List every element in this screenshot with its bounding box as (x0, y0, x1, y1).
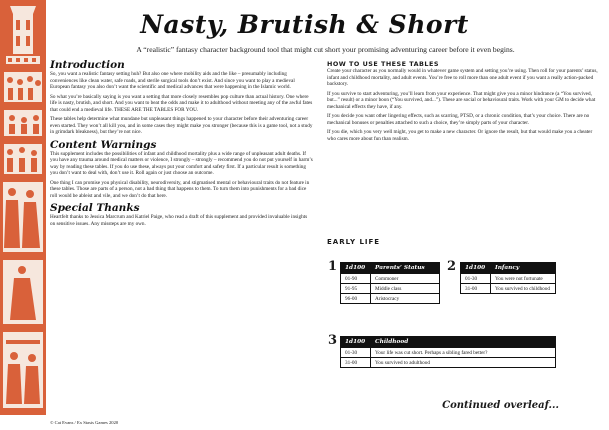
roll-result: Middle class (371, 284, 440, 294)
content-warnings-paragraph: One thing I can promise you physical disability, neurodiversity, and stigmatised mental or behavioural traits do not feature in these tables. Those are parts of a person, not a bad thing that happens to them. To turn them into punishments for a bad dice roll would be ableist and vile, and we don’t do that here. (50, 179, 310, 199)
roll-result: You survived to adulthood (371, 358, 556, 368)
table-row (341, 284, 440, 294)
table-header-row (461, 263, 556, 274)
right-column (327, 60, 599, 145)
roll-range: 01-90 (341, 274, 371, 284)
table-row (461, 284, 556, 294)
how-to-paragraph: If you die, which you very well might, you get to make a new character. Or ignore the result, but that would make you a cheater who cares more about fun than realism. (327, 129, 593, 142)
table-row (341, 294, 440, 304)
table-header-roll: 1d100 (461, 263, 491, 274)
roll-result: You survived to childhood (491, 284, 556, 294)
table-row (341, 274, 440, 284)
how-to-paragraph: If you survive to start adventuring, you’ll learn from your experience. That might give you a minor hindrance (a “You survived, but...” result) or a minor boon (“You survived, and...”). These are social or behavioural traits. Work with your GM to decide what mechanical effects they have, if any. (327, 90, 596, 110)
how-to-paragraph: If you decide you want other lingering effects, such as scarring, PTSD, or a chronic condition, that’s your choice. There are no mechanical bonuses or penalties attached to such a choice, they’re simply parts of your character. (327, 113, 590, 126)
table-header-roll: 1d100 (341, 263, 371, 274)
copyright-notice: © Cat Evans / Ex Stasis Games 2020 (50, 420, 119, 425)
roll-range: 31-00 (341, 358, 371, 368)
how-to-paragraph: Create your character as you normally would in whatever game system and setting you’re using. Then roll for your parents’ status, infant and childhood mortality, and adult events. You’re free to roll more than one adult event if you want a really action-packed backstory. (327, 68, 598, 87)
infancy-table (460, 262, 556, 294)
roll-range: 01-30 (341, 348, 371, 358)
introduction-paragraph: These tables help determine what mundane but unpleasant things happened to your character before their adventuring career even started. They won’t all kill you, and in some cases they might make you stronger (because this is a game tool, not a study in grimdark bleakness), but they’re not nice. (50, 116, 313, 135)
content-warnings-heading: Content Warnings (50, 138, 157, 151)
roll-range: 91-95 (341, 284, 371, 294)
left-column (50, 60, 313, 230)
roll-result: Commoner (371, 274, 440, 284)
table-number: 3 (328, 333, 338, 348)
roll-result: Aristocracy (371, 294, 440, 304)
page-subtitle: A “realistic” fantasy character background tool that might cut short your promising adventuring career before it even begins. (136, 45, 515, 54)
special-thanks-heading: Special Thanks (50, 202, 140, 214)
table-row (341, 358, 556, 368)
table-header-name: Parents’ Status (371, 263, 440, 274)
castle-tower-illustration (0, 0, 46, 415)
introduction-heading: Introduction (50, 59, 125, 71)
special-thanks-paragraph: Heartfelt thanks to Jessica Marcrum and Katriel Paige, who read a draft of this supplement and provided invaluable insights on sensitive issues. Any missteps are my own. (50, 214, 308, 227)
table-header-name: Infancy (491, 263, 556, 274)
table-header-row (341, 263, 440, 274)
table-row (341, 348, 556, 358)
introduction-paragraph: So what you’re basically saying is you want a setting that more closely resembles pop culture than actual history. One where life is nasty, brutish, and short. And you want to beat the odds and make it to adulthood without meeting any of the awful fates that could end a medieval life. THESE ARE THE TABLES FOR YOU. (50, 93, 313, 113)
childhood-table (340, 336, 556, 368)
continued-overleaf-text: Continued overleaf... (442, 400, 559, 411)
table-number: 1 (328, 259, 338, 274)
table-header-row (341, 337, 556, 348)
roll-result: You were not fortunate (491, 274, 556, 284)
early-life-heading: EARLY LIFE (327, 238, 381, 246)
how-to-heading: HOW TO USE THESE TABLES (327, 60, 439, 68)
page-title: Nasty, Brutish & Short (140, 10, 469, 39)
roll-range: 31-00 (461, 284, 491, 294)
introduction-paragraph: So, you want a realistic fantasy setting huh? But also one where mobility aids and the like – presumably including conveniences like clean water, safe roads, and sterile surgical tools don’t exist. And since you want to play a medieval European fantasy you also don’t want the scientific and medical advances that were happening in the Islamic world. (50, 71, 295, 90)
roll-result: Your life was cut short. Perhaps a sibling fared better? (371, 348, 556, 358)
table-number: 2 (447, 259, 457, 274)
table-header-name: Childhood (371, 337, 556, 348)
side-illustration (0, 0, 46, 415)
roll-range: 96-00 (341, 294, 371, 304)
roll-range: 01-30 (461, 274, 491, 284)
parents-status-table (340, 262, 440, 304)
content-warnings-paragraph: This supplement includes the possibilities of infant and childhood mortality plus a wide range of unpleasant adult deaths. If you have any trauma around medical matters or violence, I strongly – strongly – recommend you do not put yourself in harm’s way by reading these tables. If you do use these, always put your comfort and safety first. If a particular result is something you don’t want to deal with, don’t use it. Roll again or just choose an outcome. (50, 150, 313, 176)
table-row (461, 274, 556, 284)
table-header-roll: 1d100 (341, 337, 371, 348)
